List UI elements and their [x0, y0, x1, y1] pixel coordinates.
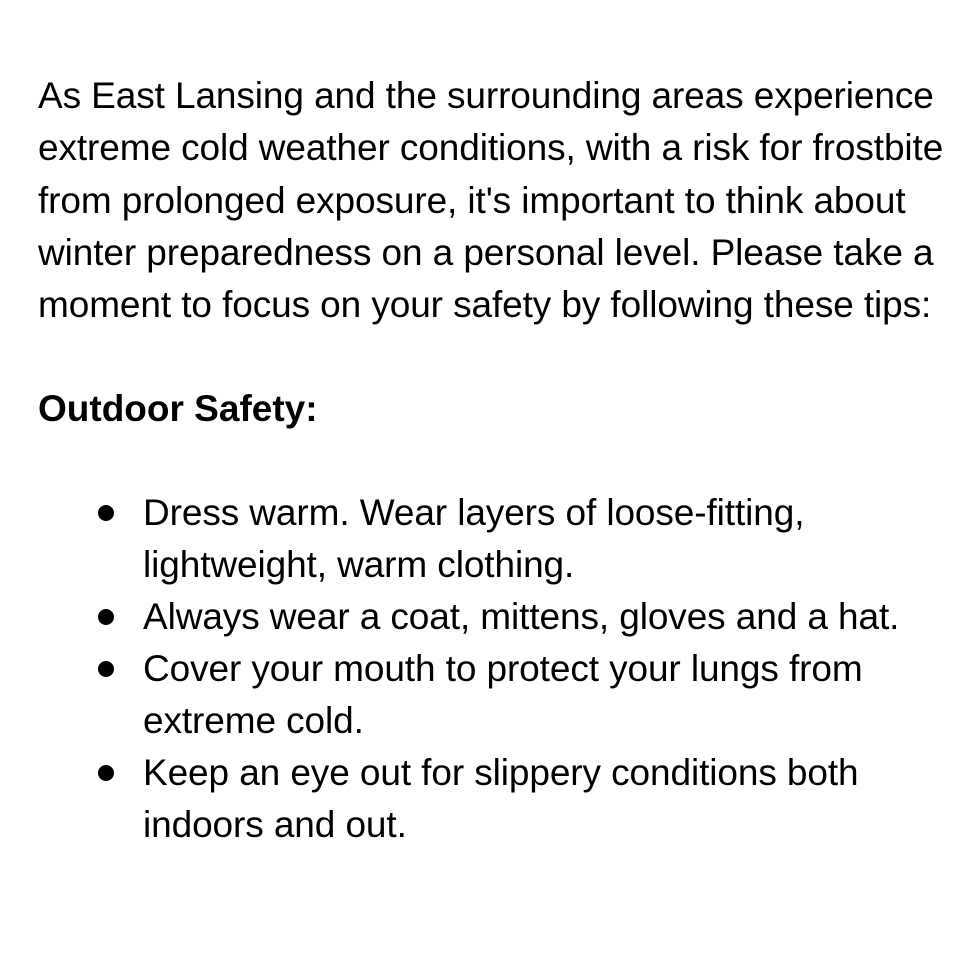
- tip-list-item: [38, 643, 948, 747]
- outdoor-safety-heading: Outdoor Safety:: [38, 388, 318, 430]
- bullet-icon: [98, 661, 114, 677]
- tip-text: Keep an eye out for slippery conditions both indoors and out.: [143, 752, 859, 846]
- tip-text: Cover your mouth to protect your lungs from extreme cold.: [143, 648, 863, 742]
- intro-paragraph: As East Lansing and the surrounding areas experience extreme cold weather conditions, with a risk for frostbite from prolonged exposure, it's important to think about winter preparedness on a personal level. Please take a moment to focus on your safety by following these tips:: [38, 75, 944, 326]
- tip-text: Always wear a coat, mittens, gloves and a hat.: [143, 596, 900, 638]
- outdoor-safety-tips-list: [38, 487, 948, 851]
- document-body: [38, 70, 948, 851]
- tip-text: Dress warm. Wear layers of loose-fitting, lightweight, warm clothing.: [143, 492, 805, 586]
- bullet-icon: [98, 505, 114, 521]
- tip-list-item: [38, 747, 948, 851]
- tip-list-item: [38, 487, 948, 591]
- bullet-icon: [98, 609, 114, 625]
- bullet-icon: [98, 765, 114, 781]
- tip-list-item: [38, 591, 948, 643]
